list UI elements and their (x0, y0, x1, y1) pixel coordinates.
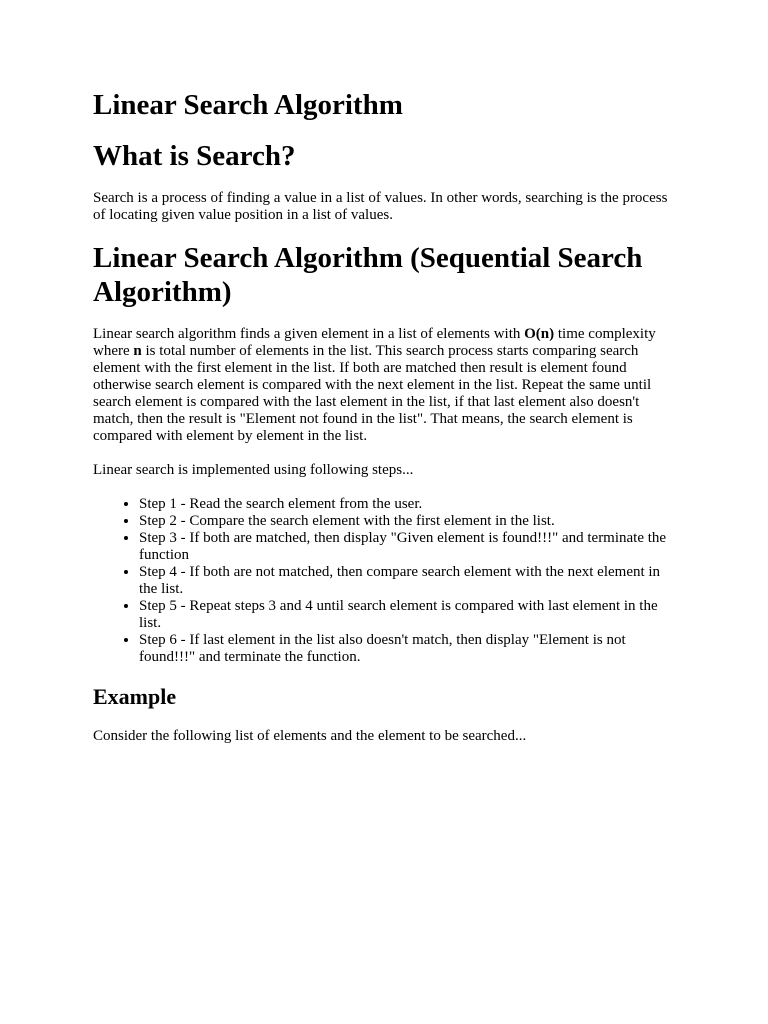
linear-search-heading: Linear Search Algorithm (Sequential Search Algorithm) (93, 242, 643, 308)
steps-list (93, 496, 675, 666)
list-item: • Step 4 - If both are not matched, then compare search element with the next element in the list. (139, 564, 675, 598)
what-is-search-paragraph: Search is a process of finding a value in a list of values. In other words, searching is the process of locating given value position in a list of values. (93, 190, 668, 223)
desc-text-1: Linear search algorithm finds a given element in a list of elements with (93, 326, 525, 342)
complexity-bold: O(n) (524, 326, 555, 342)
list-item: • Step 2 - Compare the search element with the first element in the list. (139, 513, 675, 530)
steps-intro-paragraph: Linear search is implemented using following steps... (93, 462, 414, 478)
linear-search-description (93, 326, 675, 445)
desc-text-2: time complexity where (93, 326, 656, 359)
n-bold: n (133, 343, 142, 359)
what-is-search-heading: What is Search? (93, 140, 296, 172)
list-item: • Step 5 - Repeat steps 3 and 4 until search element is compared with last element in the list. (139, 598, 675, 632)
example-paragraph: Consider the following list of elements and the element to be searched... (93, 728, 527, 744)
list-item: • Step 1 - Read the search element from the user. (139, 496, 675, 513)
list-item: • Step 6 - If last element in the list also doesn't match, then display "Element is not found!!!" and terminate the function. (139, 632, 675, 666)
list-item: • Step 3 - If both are matched, then display "Given element is found!!!" and terminate the function (139, 530, 675, 564)
page-title: Linear Search Algorithm (93, 89, 403, 121)
example-heading: Example (93, 684, 177, 709)
desc-text-3: is total number of elements in the list. This search process starts comparing search element with the first element in the list. If both are matched then result is element found otherwise search element is compared with the next element in the list. Repeat the same until search element is compared with the last element in the list, if that last element also doesn't match, then the result is "Element not found in the list". That means, the search element is compared with element by element in the list. (93, 343, 652, 444)
